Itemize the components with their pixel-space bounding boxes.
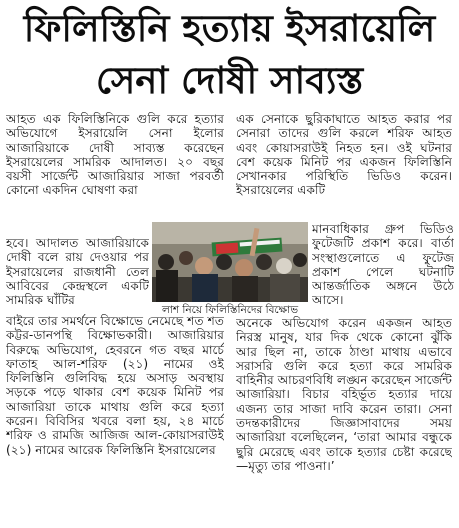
photo-caption: লাশ নিয়ে ফিলিস্তিনিদের বিক্ষোভ <box>161 304 299 316</box>
protest-photo <box>152 222 308 302</box>
article-column-left-top <box>6 112 224 236</box>
article-paragraph: আহত এক ফিলিস্তিনিকে গুলি করে হত্যার অভিযোগে ইসরায়েলি সেনা ইলোর আজারিয়াকে দোষী সাব্যস্ত করেছেন ইসরায়েলের সামরিক আদালত। ২০ বছর বয়সী সার্জেন্ট আজারিয়ার সাজা পরবর্তী কোনো একদিন ঘোষণা করা <box>6 112 224 198</box>
article-column-right-top <box>236 112 452 222</box>
article-column-left-narrow <box>6 236 149 314</box>
article-paragraph: মানবাধিকার গ্রুপ ভিডিও ফুটেজটি প্রকাশ করে। বার্তা সংস্থাগুলোতে এ ফুটেজ প্রকাশ পেলে ঘটনাটি আন্তর্জাতিক অঙ্গনে উঠে আসে। <box>312 222 454 308</box>
article-paragraph: এক সেনাকে ছুরিকাঘাতে আহত করার পর সেনারা তাদের গুলি করলে শরিফ আহত এবং কোয়াসরাউই নিহত হন। ওই ঘটনার বেশ কয়েক মিনিট পর একজন ফিলিস্তিনি সেখানকার পরিস্থিতি ভিডিও করেন। ইসরায়েলের একটি <box>236 112 452 198</box>
headline-line-2: সেনা দোষী সাব্যস্ত <box>95 59 364 102</box>
article-paragraph: অনেকে অভিযোগ করেন একজন আহত নিরস্ত্র মানুষ, যার দিক থেকে কোনো ঝুঁকি আর ছিল না, তাকে ঠাণ্ডা মাথায় এভাবে সরাসরি গুলি করে হত্যা করে সামরিক বাহিনীর আচরণবিধি লঙ্ঘন করেছেন সার্জেন্ট আজারিয়া। বিচার বহির্ভূত হত্যার দায়ে এজন্য তার সাজা দাবি করেন তারা। সেনা তদন্তকারীদের জিজ্ঞাসাবাদের সময় আজারিয়া বলেছিলেন, ‘তারা আমার বন্ধুকে ছুরি মেরেছে এবং তাকে হত্যার চেষ্টা করেছে—মৃত্যু তার পাওনা।’ <box>236 316 452 473</box>
article-paragraph: হবে। আদালত আজারিয়াকে দোষী বলে রায় দেওয়ার পর ইসরায়েলের রাজধানী তেল আবিবের কেন্দ্রস্থলে একটি সামরিক ঘাঁটির <box>6 236 149 308</box>
article-column-left-bottom <box>6 314 224 526</box>
protest-photo-illustration <box>152 222 308 302</box>
article-column-right-narrow <box>312 222 454 316</box>
headline-line-1: ফিলিস্তিনি হত্যায় ইসরায়েলি <box>23 7 436 50</box>
article-paragraph: বাইরে তার সমর্থনে বিক্ষোভে নেমেছে শত শত কট্টর-ডানপন্থি বিক্ষোভকারী। আজারিয়ার বিরুদ্ধে অভিযোগ, হেবরনে গত বছর মার্চে ফাতাহ আল-শরিফ (২১) নামের ওই ফিলিস্তিনি গুলিবিদ্ধ হয়ে অসাড় অবস্থায় সড়কে পড়ে থাকার বেশ কয়েক মিনিট পর আজারিয়া তাকে মাথায় গুলি করে হত্যা করেন। বিবিসির খবরে বলা হয়, ২৪ মার্চে শরিফ ও রামজি আজিজ আল-কোয়াসরাউই (২১) নামের আরেক ফিলিস্তিনি ইসরায়েলের <box>6 314 224 457</box>
article-column-right-bottom <box>236 316 452 526</box>
